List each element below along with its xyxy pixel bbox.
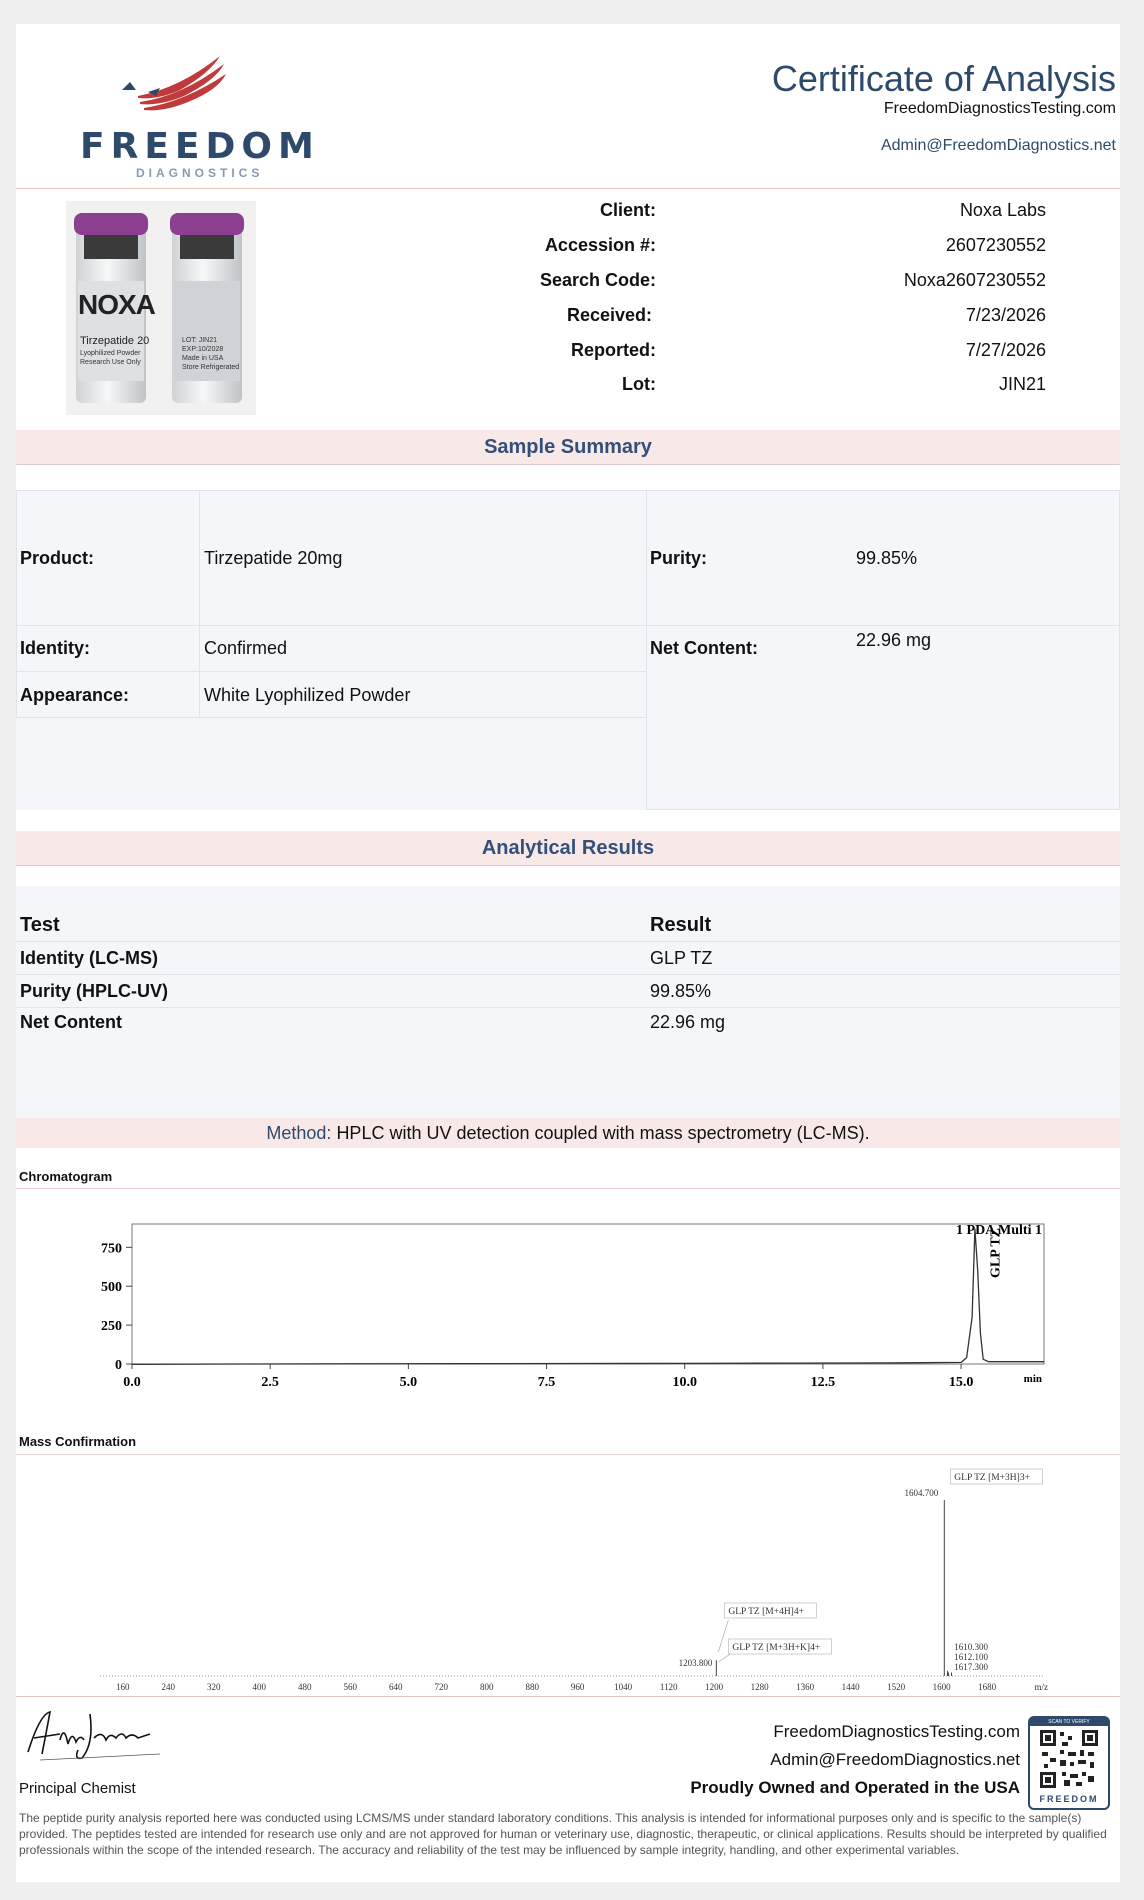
results-col-test: Test bbox=[20, 914, 60, 936]
appearance-value: White Lyophilized Powder bbox=[204, 685, 411, 705]
header-email: Admin@FreedomDiagnostics.net bbox=[880, 137, 1116, 154]
info-value: 7/27/2026 bbox=[965, 340, 1046, 360]
sample-summary-header bbox=[16, 430, 1120, 465]
x-unit-label: min bbox=[1023, 1373, 1042, 1385]
mass-x-tick-label: 880 bbox=[525, 1682, 539, 1692]
info-label: Client: bbox=[600, 200, 656, 220]
analytical-results-title: Analytical Results bbox=[481, 837, 655, 859]
header-divider bbox=[16, 188, 1120, 189]
vial-brand: NOXA bbox=[78, 289, 155, 320]
results-value: 99.85% bbox=[650, 981, 712, 1001]
purity-label: Purity: bbox=[650, 548, 708, 568]
info-row bbox=[416, 228, 1046, 262]
mass-x-tick-label: 1520 bbox=[887, 1682, 906, 1692]
info-value: JIN21 bbox=[998, 374, 1046, 394]
logo-word: FREEDOM bbox=[80, 126, 320, 167]
y-tick-label: 250 bbox=[101, 1319, 122, 1335]
mass-x-tick-label: 320 bbox=[206, 1682, 221, 1692]
peak-mz-label: 1610.300 bbox=[954, 1642, 989, 1652]
vial-lot-text: LOT: JIN21 bbox=[182, 337, 218, 344]
vial-text-line: Store Refrigerated bbox=[182, 364, 240, 371]
vial-text-line: Lyophilized Powder bbox=[80, 350, 141, 357]
peak-label: GLP TZ bbox=[988, 1228, 1004, 1278]
chromatogram-title: Chromatogram bbox=[19, 1169, 113, 1184]
info-label: Reported: bbox=[571, 340, 656, 360]
x-tick-label: 12.5 bbox=[810, 1375, 836, 1390]
sample-summary-title: Sample Summary bbox=[484, 436, 652, 458]
mass-x-tick-label: 1280 bbox=[750, 1682, 769, 1692]
info-row bbox=[416, 194, 1046, 228]
mass-x-tick-label: 720 bbox=[434, 1682, 448, 1692]
y-tick-label: 0 bbox=[115, 1358, 122, 1373]
mass-x-tick-label: 1440 bbox=[841, 1682, 860, 1692]
mass-x-tick-label: 1600 bbox=[932, 1682, 951, 1692]
mass-x-tick-label: 400 bbox=[252, 1682, 266, 1692]
peak-mz-label: 1617.300 bbox=[954, 1662, 989, 1672]
x-tick-label: 10.0 bbox=[672, 1375, 697, 1390]
header-website: FreedomDiagnosticsTesting.com bbox=[883, 100, 1116, 117]
results-value: GLP TZ bbox=[650, 948, 713, 968]
x-tick-label: 15.0 bbox=[948, 1375, 974, 1390]
results-test: Purity (HPLC-UV) bbox=[20, 981, 168, 1001]
mass-x-tick-label: 1360 bbox=[796, 1682, 815, 1692]
mass-x-tick-label: 1680 bbox=[978, 1682, 997, 1692]
signature bbox=[20, 1704, 170, 1764]
mass-x-unit: m/z bbox=[1034, 1682, 1048, 1692]
mass-x-tick-label: 800 bbox=[479, 1682, 494, 1692]
qr-icon bbox=[1040, 1730, 1098, 1788]
mass-x-tick-label: 480 bbox=[297, 1682, 312, 1692]
mass-x-tick-label: 640 bbox=[388, 1682, 403, 1692]
info-value: Noxa Labs bbox=[959, 200, 1046, 220]
disclaimer: The peptide purity analysis reported here was conducted using LCMS/MS under standard laboratory conditions. This analysis is intended for informational purposes only and is specific to the sample(s) provided. The peptides tested are intended for research use only and are not approved for human or veterinary use, diagnostic, therapeutic, or clinical applications. Results should be interpreted by qualified professionals within the scope of the intended research. The accuracy and reliability of the test may be influenced by sample integrity, handling, and other experimental variables. bbox=[19, 1811, 1107, 1857]
vial-text-line: EXP:10/2028 bbox=[182, 346, 224, 353]
peak-mz-label: 1612.100 bbox=[954, 1652, 989, 1662]
chart-legend: 1 PDA Multi 1 bbox=[956, 1223, 1042, 1238]
peak-annotation: GLP TZ [M+4H]4+ bbox=[728, 1607, 804, 1617]
results-value: 22.96 mg bbox=[650, 1012, 726, 1032]
logo-subtext: DIAGNOSTICS bbox=[136, 166, 264, 180]
info-row bbox=[416, 333, 1046, 367]
results-test: Net Content bbox=[20, 1012, 122, 1032]
method-label: Method: bbox=[266, 1123, 332, 1143]
results-table bbox=[16, 886, 1120, 1121]
info-table bbox=[416, 194, 1046, 414]
mass-x-tick-label: 1120 bbox=[659, 1682, 678, 1692]
x-tick-label: 7.5 bbox=[537, 1375, 556, 1390]
results-row bbox=[16, 975, 1120, 1008]
mass-x-tick-label: 960 bbox=[570, 1682, 585, 1692]
peak-annotation: GLP TZ [M+3H+K]4+ bbox=[732, 1643, 821, 1653]
info-row bbox=[416, 263, 1046, 297]
freedom-logo bbox=[60, 38, 320, 188]
x-tick-label: 2.5 bbox=[261, 1375, 279, 1390]
net-content-label: Net Content: bbox=[650, 638, 758, 658]
mass-x-tick-label: 560 bbox=[343, 1682, 357, 1692]
info-row bbox=[416, 367, 1046, 401]
mass-x-tick-label: 1040 bbox=[614, 1682, 633, 1692]
mass-x-tick-label: 1200 bbox=[705, 1682, 724, 1692]
chromatogram-chart bbox=[16, 1190, 1120, 1430]
flag-swoosh-icon bbox=[60, 38, 280, 118]
mass-x-tick-label: 240 bbox=[161, 1682, 175, 1692]
method-text: HPLC with UV detection coupled with mass spectrometry (LC-MS). bbox=[336, 1123, 870, 1143]
footer-email: Admin@FreedomDiagnostics.net bbox=[770, 1750, 1020, 1769]
info-label: Accession #: bbox=[544, 235, 656, 255]
peak-mz-label: 1203.800 bbox=[678, 1658, 713, 1668]
vial-text-line: Made in USA bbox=[182, 355, 224, 362]
mass-spectrum-chart bbox=[16, 1456, 1120, 1696]
qr-bottom-label: FREEDOM bbox=[1039, 1794, 1099, 1804]
info-row bbox=[416, 298, 1046, 332]
results-col-result: Result bbox=[650, 914, 712, 936]
info-label: Lot: bbox=[622, 374, 656, 394]
info-value: 2607230552 bbox=[945, 235, 1046, 255]
footer-tagline: Proudly Owned and Operated in the USA bbox=[690, 1778, 1020, 1797]
signer-role: Principal Chemist bbox=[19, 1780, 136, 1797]
info-label: Search Code: bbox=[539, 270, 656, 290]
peak-annotation: GLP TZ [M+3H]3+ bbox=[954, 1473, 1030, 1483]
footer-website: FreedomDiagnosticsTesting.com bbox=[773, 1722, 1020, 1741]
analytical-results-header bbox=[16, 831, 1120, 866]
product-label: Product: bbox=[20, 548, 94, 568]
identity-value: Confirmed bbox=[204, 638, 288, 658]
sample-summary-table bbox=[16, 490, 1120, 810]
results-row bbox=[16, 1008, 1120, 1040]
peak-mz-label: 1604.700 bbox=[904, 1488, 939, 1498]
method-band bbox=[16, 1118, 1120, 1148]
chromatogram-trace bbox=[132, 1229, 1044, 1365]
mass-x-tick-label: 160 bbox=[115, 1682, 130, 1692]
appearance-label: Appearance: bbox=[20, 685, 130, 705]
results-test: Identity (LC-MS) bbox=[20, 948, 158, 968]
info-label: Received: bbox=[566, 305, 652, 325]
purity-value: 99.85% bbox=[856, 548, 918, 568]
y-tick-label: 500 bbox=[101, 1280, 122, 1296]
qr-top-label: SCAN TO VERIFY bbox=[1030, 1718, 1108, 1726]
vial-text-line: Research Use Only bbox=[80, 359, 141, 366]
net-content-value: 22.96 mg bbox=[856, 630, 932, 650]
x-tick-label: 5.0 bbox=[399, 1375, 418, 1390]
identity-label: Identity: bbox=[20, 638, 90, 658]
mass-confirmation-title: Mass Confirmation bbox=[19, 1434, 137, 1449]
product-value: Tirzepatide 20mg bbox=[204, 548, 343, 568]
verify-qr-code[interactable] bbox=[1028, 1716, 1110, 1810]
info-value: Noxa2607230552 bbox=[903, 270, 1046, 290]
product-photo bbox=[66, 201, 256, 415]
vial-product-text: Tirzepatide 20 bbox=[80, 335, 150, 347]
results-row bbox=[16, 942, 1120, 975]
certificate-page bbox=[16, 24, 1120, 1882]
y-tick-label: 750 bbox=[101, 1241, 122, 1257]
info-value: 7/23/2026 bbox=[965, 305, 1046, 325]
plot-frame bbox=[132, 1224, 1044, 1364]
document-title: Certificate of Analysis bbox=[771, 58, 1116, 99]
x-tick-label: 0.0 bbox=[123, 1375, 141, 1390]
